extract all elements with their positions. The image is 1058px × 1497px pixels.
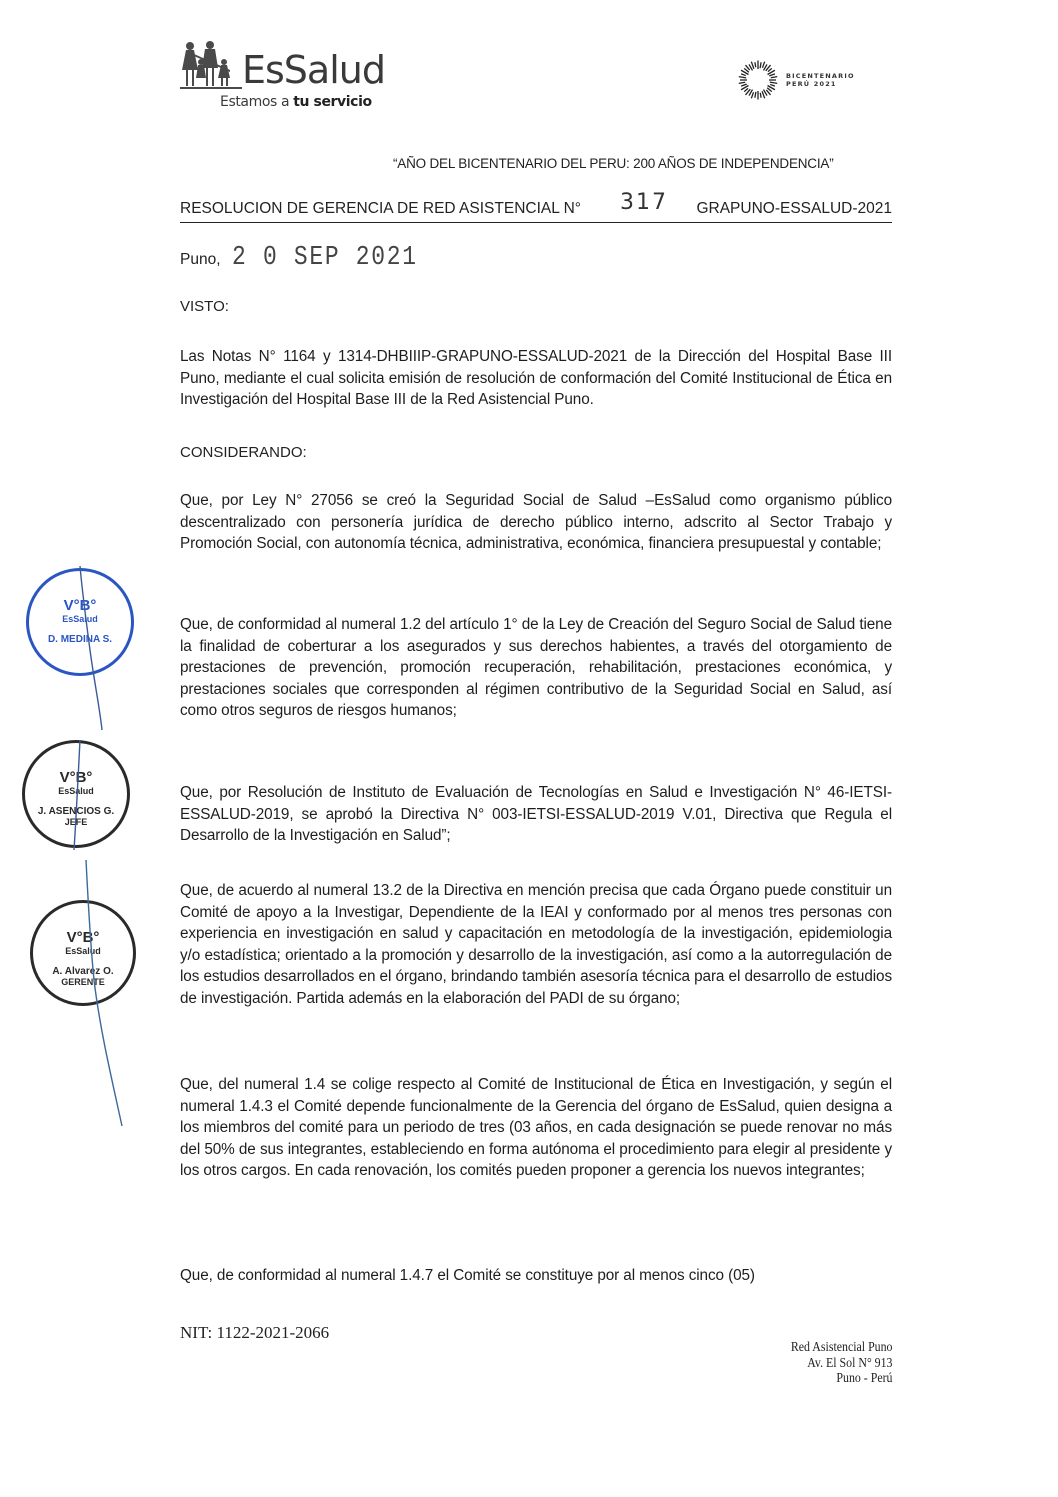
considerando-paragraph: Que, del numeral 1.4 se colige respecto al Comité de Institucional de Ética en Investigación, y según el numeral 1.4.3 el Comité depende funcionalmente de la Gerencia del órgano de EsSalud, quien designa a los miembros del comité para un periodo de tres (03 años, en cada designación se puede renovar no más del 50% de sus integrantes, estableciendo en forma autónoma el procedimiento para elegir al presidente y los otros cargos. En cada renovación, los comités pueden proponer a gerencia los nuevos integrantes; [180, 1076, 892, 1180]
sun-ray [762, 62, 764, 68]
essalud-logo [180, 38, 400, 116]
tagline-plain: Estamos a [220, 94, 294, 110]
address-line: Av. El Sol N° 913 [806, 1354, 892, 1370]
administration-office-stamp [22, 740, 130, 848]
visto-paragraph: Las Notas N° 1164 y 1314-DHBIIIP-GRAPUNO-ESSALUD-2021 de la Dirección del Hospital Base III Puno, mediante el cual solicita emisión de resolución de conformación del Comité Institucional de Ética en Investigación del Hospital Base III de la Red Asistencial Puno. [180, 348, 892, 409]
stamp-vb: V°B° [66, 929, 100, 946]
bicentenario-text [786, 72, 855, 88]
stamp-vb: V°B° [59, 769, 93, 786]
considerando-paragraph: Que, por Resolución de Instituto de Evaluación de Tecnologías en Salud e Investigación N° 46-IETSI-ESSALUD-2019, se aprobó la Directiva N° 003-IETSI-ESSALUD-2019 V.01, Directiva que Regula el Desarrollo de la Investigación en Salud”; [180, 784, 892, 845]
family-figures-icon [180, 40, 246, 92]
stamp-name: D. MEDINA S. [47, 634, 113, 645]
visto-heading: VISTO: [180, 298, 229, 315]
resolution-title-right: GRAPUNO-ESSALUD-2021 [696, 200, 892, 217]
stamp-role: GERENTE [61, 977, 105, 987]
stamp-name: J. ASENCIOS G. [37, 806, 115, 817]
sun-ray [760, 93, 761, 98]
bicentenario-sun-icon [738, 60, 778, 100]
essalud-brand-text: EsSalud [242, 48, 385, 92]
resolution-title [180, 190, 892, 223]
stamp-org: EsSalud [62, 614, 98, 624]
tagline-bold: tu servicio [293, 94, 372, 110]
stamp-org: EsSalud [65, 946, 101, 956]
year-motto: “AÑO DEL BICENTENARIO DEL PERU: 200 AÑOS DE INDEPENDENCIA” [393, 156, 834, 171]
resolution-title-left: RESOLUCION DE GERENCIA DE RED ASISTENCIAL N° [180, 200, 581, 217]
footer-address [790, 1339, 892, 1386]
sun-ray [769, 74, 775, 76]
sun-ray [755, 62, 756, 67]
considerando-paragraph: Que, de acuerdo al numeral 13.2 de la Directiva en mención precisa que cada Órgano puede constituir un Comité de apoyo a la Investigar, Dependiente de la IEAI y conformado por al menos tres personas con experiencia en investigación en salud y capacitación en metodología de la investigación, epidemiologia y/o estadística; orientado a la promoción y desarrollo de la investigación, así como a la autorregulación de los estudios desarrollados en el órgano, brindando también asesoría técnica para el desarrollo de estudios de investigación. Partida además en la elaboración del PADI de su órgano; [180, 882, 892, 1007]
footer-nit: NIT: 1122-2021-2066 [180, 1323, 330, 1342]
address-line: Puno - Perú [835, 1370, 892, 1385]
sun-ray [762, 91, 765, 98]
sun-ray [770, 84, 775, 86]
bicentenario-line2: PERÚ 2021 [786, 80, 837, 88]
address-line: Red Asistencial Puno [790, 1339, 892, 1354]
network-manager-stamp [30, 900, 136, 1006]
considerando-heading: CONSIDERANDO: [180, 444, 307, 461]
essalud-tagline [220, 94, 372, 110]
sun-ray [771, 77, 777, 78]
bicentenario-logo [738, 60, 898, 104]
sun-ray [744, 88, 748, 91]
sun-ray [741, 84, 747, 86]
considerando-paragraph: Que, de conformidad al numeral 1.2 del artículo 1° de la Ley de Creación del Seguro Social de Salud tiene la finalidad de coberturar a los asegurados y sus derechos habientes, a través del otorgamiento de prestaciones de prevención, promoción recuperación, rehabilitación, prestaciones económica, y prestaciones sociales que corresponden al régimen contributivo de la Seguridad Social en Salud, así como otros seguros de riesgos humanos; [180, 616, 892, 720]
sun-ray [751, 62, 754, 69]
bicentenario-line1: BICENTENARIO [786, 72, 855, 80]
stamp-role: JEFE [64, 817, 88, 827]
resolution-number: 317 [620, 190, 668, 215]
stamp-vb: V°B° [63, 597, 97, 614]
sun-ray [739, 82, 745, 83]
stamp-org: EsSalud [58, 786, 94, 796]
considerando-paragraph: Que, de conformidad al numeral 1.4.7 el Comité se constituye por al menos cinco (05) [180, 1267, 755, 1284]
sun-ray [741, 74, 746, 76]
date-stamp: 2 0 SEP 2021 [232, 243, 418, 273]
sun-ray [739, 77, 746, 78]
sun-ray [751, 92, 753, 98]
legal-office-stamp [26, 568, 134, 676]
sun-ray [768, 68, 772, 71]
sun-ray [760, 62, 761, 68]
sun-ray [770, 82, 777, 83]
considerando-paragraph: Que, por Ley N° 27056 se creó la Seguridad Social de Salud –EsSalud como organismo público descentralizado con personería jurídica de derecho público interno, adscrito al Sector Trabajo y Promoción Social, con autonomía técnica, administrativa, económica, financiera presupuestal y contable; [180, 492, 892, 553]
sun-ray [755, 92, 756, 98]
city-label: Puno, [180, 251, 221, 268]
stamp-name: A. Alvarez O. [52, 966, 114, 977]
